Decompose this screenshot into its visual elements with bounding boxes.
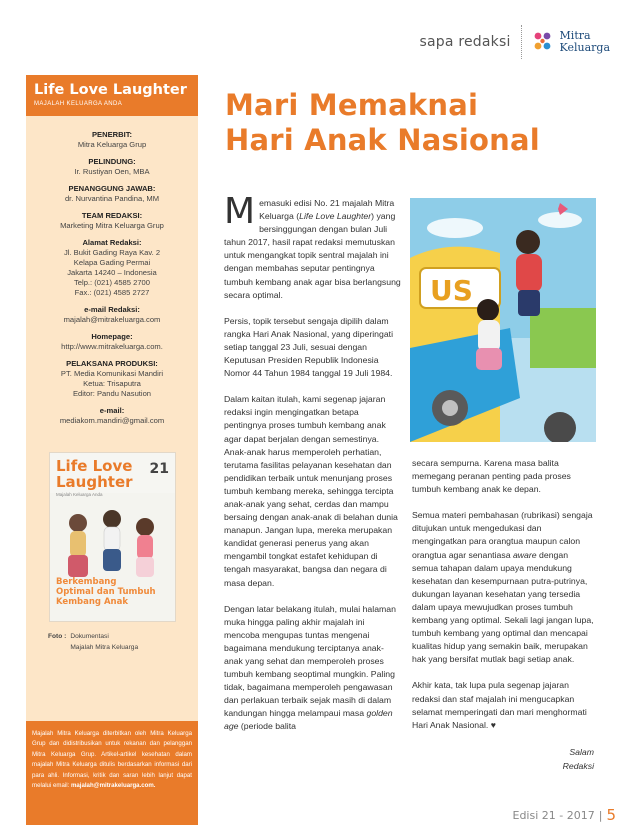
paragraph-5: secara sempurna. Karena masa balita memegang peranan penting pada proses tumbuh kembang anak ke depan. xyxy=(412,458,571,495)
logo-mark-icon xyxy=(530,29,556,55)
p4-italic: golden age xyxy=(224,708,393,732)
footer-separator: | xyxy=(598,808,603,822)
article-title-line-1: Mari Memaknai xyxy=(225,88,479,122)
credits-list xyxy=(26,116,198,426)
credit-value: Jakarta 14240 – Indonesia xyxy=(67,268,157,277)
article-column-2 xyxy=(412,457,594,773)
credit-value: http://www.mitrakeluarga.com. xyxy=(61,342,163,351)
credit-label: PELINDUNG: xyxy=(88,157,136,166)
edition-label: Edisi 21 - 2017 xyxy=(512,808,595,822)
credit-label: TEAM REDAKSI: xyxy=(81,211,143,220)
logo-text xyxy=(560,30,610,54)
credit-value: dr. Nurvantina Pandina, MM xyxy=(64,194,160,203)
credit-group xyxy=(26,238,198,298)
logo-line-2: Keluarga xyxy=(559,41,610,54)
disclaimer-text: Majalah Mitra Keluarga diterbitkan oleh Mitra Keluarga Grup dan didistribusikan untuk rekanan dan pelanggan Mitra Keluarga Grup. Artikel-artikel kesehatan dalam majalah Mitra Keluarga ditulis berdasarkan informasi dari para ahli. Informasi, kritik dan saran lebih lanjut dapat melalui email: xyxy=(32,730,192,790)
p4-text-b: (periode balita xyxy=(238,721,296,732)
credit-group xyxy=(26,359,198,399)
cover-headline-line-1: Berkembang xyxy=(56,577,117,587)
credit-value: Jl. Bukit Gading Raya Kav. 2 xyxy=(63,248,161,257)
magazine-subtitle: MAJALAH KELUARGA ANDA xyxy=(34,101,123,107)
credit-value: Marketing Mitra Keluarga Grup xyxy=(60,221,164,230)
credit-label: PENANGGUNG JAWAB: xyxy=(68,184,156,193)
credit-label: Homepage: xyxy=(91,332,133,341)
mitra-keluarga-logo xyxy=(530,29,610,55)
credit-group xyxy=(26,157,198,177)
photo-credit-label: Foto : xyxy=(48,633,67,640)
p7-text: Akhir kata, tak lupa pula segenap jajaran redaksi dan staf majalah ini mengucapkan selamat memperingati dan mari menghormati Hari Anak Nasional. xyxy=(412,680,587,730)
page-header xyxy=(420,18,610,66)
paragraph-2: Persis, topik tersebut sengaja dipilih dalam rangka Hari Anak Nasional, yang diperingati setiap tanggal 23 Juli, sesuai dengan Keputusan Presiden Republik Indonesia Nomor 44 Tahun 1984 tanggal 19 Juli 1984. xyxy=(224,315,394,379)
credit-value: Ir. Rustiyan Oen, MBA xyxy=(74,167,150,176)
magazine-cover xyxy=(49,452,176,622)
p1-italic: Life Love Laughter xyxy=(299,211,372,222)
cover-headline xyxy=(56,577,156,607)
paragraph-7 xyxy=(412,679,594,731)
article-photo xyxy=(410,198,596,442)
header-divider xyxy=(521,25,522,59)
page-number: 5 xyxy=(606,806,616,824)
photo-credit-line-1: Dokumentasi xyxy=(70,633,109,640)
credit-value: Mitra Keluarga Grup xyxy=(77,140,147,149)
cover-headline-line-3: Kembang Anak xyxy=(56,597,128,607)
p6-italic: aware xyxy=(512,549,537,560)
credit-value: PT. Media Komunikasi Mandiri xyxy=(60,369,164,378)
credit-value: mediakom.mandiri@gmail.com xyxy=(59,416,165,425)
logo-line-1: Mitra xyxy=(559,29,591,42)
signature xyxy=(412,745,594,773)
credit-group xyxy=(26,211,198,231)
cover-title-line-2: Laughter xyxy=(56,473,133,491)
p1-text-a: emasuki edisi No. 21 majalah Mitra Keluarga ( xyxy=(259,198,395,222)
credit-value: majalah@mitrakeluarga.com xyxy=(63,315,161,324)
p6-text-a: Semua materi pembahasan (rubrikasi) sengaja ditujukan untuk mengedukasi dan mengingatkan para orangtua maupun calon orangtua agar senantiasa xyxy=(412,510,593,560)
credit-value: Editor: Pandu Nasution xyxy=(72,389,152,398)
photo-credit-line-2: Majalah Mitra Keluarga xyxy=(70,644,139,651)
credit-label: Alamat Redaksi: xyxy=(82,238,142,247)
paragraph-4 xyxy=(224,603,402,734)
masthead-header xyxy=(26,75,198,116)
magazine-title: Life Love Laughter xyxy=(34,82,187,98)
p4-text-a: Dengan latar belakang itulah, mulai halaman muka hingga paling akhir majalah ini mencoba mengupas tuntas mengenai bagaimana mendukung terciptanya anak-anak yang sehat dan memperoleh proses tumbuh kembang seoptimal mungkin. Paling tidak, bagaimana memperoleh pengawasan dan perlakuan terbaik sejak masih di dalam kandungan hingga melampaui masa xyxy=(224,603,396,719)
credit-group xyxy=(26,130,198,150)
heart-icon: ♥ xyxy=(490,719,496,730)
credit-group xyxy=(26,332,198,352)
credit-label: e-mail: xyxy=(99,406,125,415)
paragraph-6 xyxy=(412,509,594,666)
masthead-disclaimer xyxy=(26,721,198,825)
children-playground-photo xyxy=(410,198,596,442)
cover-issue-number: 21 xyxy=(149,461,169,477)
paragraph-3: Dalam kaitan itulah, kami segenap jajaran redaksi ingin mengingatkan betapa pentingnya proses tumbuh kembang anak agar dapat berjalan dengan semestinya. Anak-anak harus memperoleh perhatian, terutama fasilitas pelayanan kesehatan dan pendidikan terbaik untuk menunjang proses tumbuh kembang mereka, sehingga tercipta anak-anak yang sehat, cerdas dan mampu bersaing dengan anak-anak di belahan dunia manapun. Jangan lupa, mereka merupakan kandidat generasi penerus yang akan mengambil tongkat estafet kehidupan di tengah masyarakat, bangsa dan negara di masa depan. xyxy=(224,394,398,588)
credit-value: Kelapa Gading Permai xyxy=(73,258,151,267)
credit-label: PELAKSANA PRODUKSI: xyxy=(66,359,158,368)
masthead-sidebar xyxy=(26,75,198,825)
credit-value: Ketua: Trisaputra xyxy=(83,379,141,388)
disclaimer-email: majalah@mitrakeluarga.com. xyxy=(70,782,156,790)
credit-group xyxy=(26,305,198,325)
photo-credit-text xyxy=(70,631,138,653)
dropcap: M xyxy=(224,191,256,232)
credit-label: PENERBIT: xyxy=(91,130,133,139)
cover-title-line-1: Life Love xyxy=(56,457,133,475)
article-title-line-2: Hari Anak Nasional xyxy=(225,123,540,157)
photo-credit xyxy=(48,631,138,653)
signature-line-1: Salam xyxy=(569,746,594,757)
cover-tagline: Majalah Keluarga Anda xyxy=(56,492,103,497)
credit-label: e-mail Redaksi: xyxy=(84,305,140,314)
cover-headline-line-2: Optimal dan Tumbuh xyxy=(56,587,156,597)
credit-value: Fax.: (021) 4585 2727 xyxy=(74,288,150,297)
section-label: sapa redaksi xyxy=(419,34,511,50)
svg-text:US: US xyxy=(430,274,473,307)
credit-group xyxy=(26,184,198,204)
article-title xyxy=(225,88,540,158)
paragraph-1 xyxy=(224,191,402,302)
credit-group xyxy=(26,406,198,426)
p1-text-b: ) yang bersinggungan dengan bulan Juli tahun 2017, hasil rapat redaksi memutuskan untuk mengangkat topik sentral majalah ini dengan membahas seputar pentingnya tumbuh kembang anak agar bisa berlangsung secara optimal. xyxy=(224,211,401,300)
page-footer xyxy=(513,806,617,824)
article-column-1 xyxy=(224,191,402,747)
credit-value: Telp.: (021) 4585 2700 xyxy=(74,278,150,287)
signature-line-2: Redaksi xyxy=(562,760,594,771)
p6-text-b: dengan semua tahapan dalam upaya mendukung kesehatan dan kesempurnaan putra-putrinya, dukungan layanan kesehatan yang tersedia dalam upaya mewujudkan proses tumbuh kembang yang optimal. Sekali lagi jangan lupa, tumbuh kembang yang optimal dan mencapai kualitas hidup yang semakin baik, merupakan hak yang bersifat mutlak bagi setiap anak. xyxy=(412,549,594,665)
